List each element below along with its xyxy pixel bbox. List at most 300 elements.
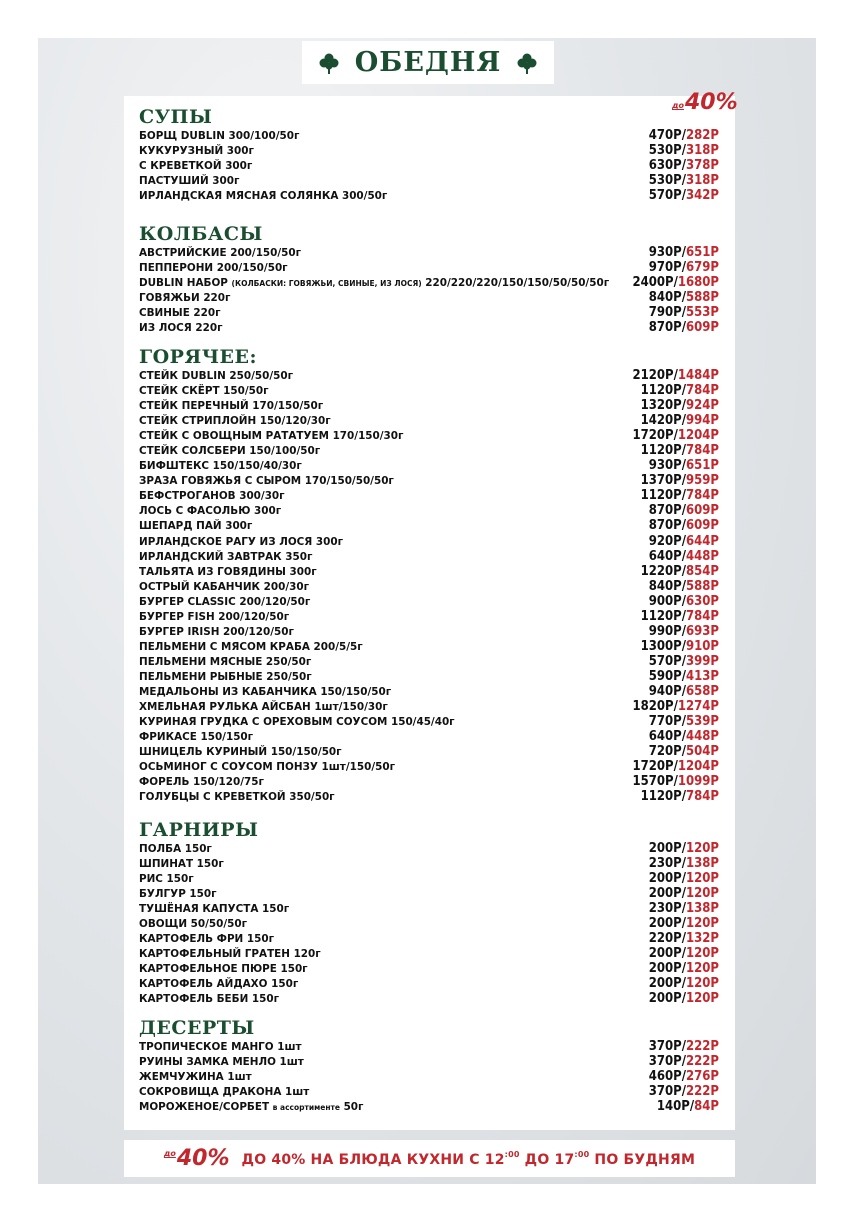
item-price xyxy=(641,413,719,428)
menu-section xyxy=(139,1018,719,1114)
menu-item xyxy=(139,654,719,669)
item-name: ГОЛУБЦЫ С КРЕВЕТКОЙ 350/50г xyxy=(139,791,335,804)
new-price: 413Р xyxy=(686,668,719,684)
menu-item xyxy=(139,428,719,443)
menu-item xyxy=(139,841,719,856)
item-name: ФРИКАСЕ 150/150г xyxy=(139,731,254,744)
item-name: БОРЩ DUBLIN 300/100/50г xyxy=(139,130,300,142)
item-price xyxy=(649,143,719,158)
new-price: 378Р xyxy=(686,158,719,174)
new-price: 784Р xyxy=(686,488,719,504)
item-price xyxy=(649,245,719,260)
old-price: 1300Р/ xyxy=(640,638,687,654)
new-price: 959Р xyxy=(686,473,719,489)
item-price xyxy=(649,458,719,473)
new-price: 342Р xyxy=(686,188,719,204)
old-price: 930Р/ xyxy=(648,458,687,474)
menu-section xyxy=(139,347,719,804)
item-price xyxy=(649,684,719,699)
old-price: 1820Р/ xyxy=(632,699,678,715)
item-price xyxy=(641,488,719,503)
item-name: КУКУРУЗНЫЙ 300г xyxy=(139,145,254,158)
old-price: 590Р/ xyxy=(648,668,687,684)
menu-item xyxy=(139,961,719,976)
new-price: 138Р xyxy=(686,856,719,872)
old-price: 840Р/ xyxy=(648,578,687,594)
section-title: ГАРНИРЫ xyxy=(139,819,259,841)
old-price: 370Р/ xyxy=(648,1054,687,1070)
item-weight: 220/220/220/150/150/50/50/50г xyxy=(425,277,610,290)
menu-section xyxy=(139,224,719,335)
footer-banner xyxy=(124,1140,735,1177)
item-price xyxy=(649,579,719,594)
new-price: 448Р xyxy=(686,548,719,564)
old-price: 870Р/ xyxy=(648,320,687,336)
item-price xyxy=(649,871,719,886)
old-price: 370Р/ xyxy=(648,1039,687,1054)
new-price: 120Р xyxy=(686,886,719,902)
item-price xyxy=(641,609,719,624)
item-name: КАРТОФЕЛЬНЫЙ ГРАТЕН 120г xyxy=(139,948,321,961)
menu-item xyxy=(139,488,719,503)
section-title: СУПЫ xyxy=(139,106,213,128)
old-price: 460Р/ xyxy=(648,1069,687,1085)
new-price: 651Р xyxy=(686,245,719,260)
old-price: 790Р/ xyxy=(648,305,687,321)
menu-item xyxy=(139,518,719,533)
menu-item xyxy=(139,1054,719,1069)
old-price: 2400Р/ xyxy=(632,275,678,291)
old-price: 140Р/ xyxy=(656,1099,695,1115)
item-price xyxy=(649,886,719,901)
item-price xyxy=(649,729,719,744)
item-name: СТЕЙК С ОВОЩНЫМ РАТАТУЕМ 170/150/30г xyxy=(139,430,404,443)
old-price: 200Р/ xyxy=(648,976,687,992)
old-price: 200Р/ xyxy=(648,961,687,977)
new-price: 553Р xyxy=(686,305,719,321)
item-name: КАРТОФЕЛЬ БЕБИ 150г xyxy=(139,993,280,1006)
new-price: 120Р xyxy=(686,841,719,856)
menu-item xyxy=(139,534,719,549)
new-price: 120Р xyxy=(686,991,719,1007)
old-price: 1370Р/ xyxy=(640,473,687,489)
item-name: БИФШТЕКС 150/150/40/30г xyxy=(139,460,302,473)
old-price: 530Р/ xyxy=(648,173,687,189)
new-price: 1204Р xyxy=(677,428,719,444)
item-name: БУРГЕР CLASSIC 200/120/50г xyxy=(139,595,311,608)
menu-item xyxy=(139,398,719,413)
new-price: 679Р xyxy=(686,260,719,276)
item-price xyxy=(649,128,719,143)
old-price: 570Р/ xyxy=(648,188,687,204)
item-price xyxy=(649,901,719,916)
old-price: 370Р/ xyxy=(648,1084,687,1100)
old-price: 1320Р/ xyxy=(640,398,687,414)
menu-item xyxy=(139,549,719,564)
old-price: 630Р/ xyxy=(648,158,687,174)
old-price: 990Р/ xyxy=(648,623,687,639)
old-price: 1120Р/ xyxy=(640,488,687,504)
item-name: РУИНЫ ЗАМКА МЕНЛО 1шт xyxy=(139,1056,304,1069)
item-price xyxy=(649,173,719,188)
item-price xyxy=(649,1039,719,1054)
item-price xyxy=(632,759,719,774)
new-price: 1484Р xyxy=(677,368,719,383)
new-price: 693Р xyxy=(686,623,719,639)
menu-item xyxy=(139,684,719,699)
new-price: 448Р xyxy=(686,729,719,745)
old-price: 840Р/ xyxy=(648,290,687,306)
menu-item xyxy=(139,871,719,886)
item-name: ЖЕМЧУЖИНА 1шт xyxy=(139,1071,252,1084)
new-price: 399Р xyxy=(686,653,719,669)
item-price xyxy=(649,669,719,684)
item-price xyxy=(649,931,719,946)
new-price: 282Р xyxy=(686,128,719,143)
new-price: 318Р xyxy=(686,173,719,189)
new-price: 138Р xyxy=(686,901,719,917)
item-name: БУЛГУР 150г xyxy=(139,888,217,901)
item-name: ТРОПИЧЕСКОЕ МАНГО 1шт xyxy=(139,1041,302,1053)
title-banner xyxy=(302,41,554,84)
item-note: (КОЛБАСКИ: ГОВЯЖЬИ, СВИНЫЕ, ИЗ ЛОСЯ) xyxy=(231,279,422,289)
item-price xyxy=(649,320,719,335)
new-price: 120Р xyxy=(686,946,719,962)
item-name: СТЕЙК СТРИПЛОЙН 150/120/30г xyxy=(139,415,331,428)
badge-prefix: до xyxy=(672,101,684,110)
menu-item xyxy=(139,729,719,744)
menu-item xyxy=(139,158,719,173)
item-name: СТЕЙК СОЛСБЕРИ 150/100/50г xyxy=(139,445,321,458)
menu-section xyxy=(139,107,719,203)
new-price: 276Р xyxy=(686,1069,719,1085)
item-price xyxy=(641,789,719,804)
new-price: 222Р xyxy=(686,1039,719,1054)
item-name: БУРГЕР IRISH 200/120/50г xyxy=(139,625,294,638)
menu-item xyxy=(139,443,719,458)
item-name: БЕФСТРОГАНОВ 300/30г xyxy=(139,490,285,503)
item-price xyxy=(649,856,719,871)
menu-item xyxy=(139,856,719,871)
menu-item xyxy=(139,901,719,916)
footer-text: ДО 40% НА БЛЮДА КУХНИ С $12^{:00}$ ДО $17^{:00}$ ПО БУДНЯМ xyxy=(241,1149,696,1168)
item-name: ШЕПАРД ПАЙ 300г xyxy=(139,520,253,533)
menu-item xyxy=(139,774,719,789)
item-name: ИЗ ЛОСЯ 220г xyxy=(139,322,223,335)
item-price xyxy=(649,503,719,518)
item-price xyxy=(649,260,719,275)
item-price xyxy=(649,188,719,203)
old-price: 200Р/ xyxy=(648,916,687,932)
menu-item xyxy=(139,188,719,203)
item-name: ФОРЕЛЬ 150/120/75г xyxy=(139,776,264,789)
item-name: ЗРАЗА ГОВЯЖЬЯ С СЫРОМ 170/150/50/50г xyxy=(139,475,394,488)
new-price: 910Р xyxy=(686,638,719,654)
item-name: МОРОЖЕНОЕ/СОРБЕТ в ассортименте 50г xyxy=(139,1101,364,1114)
menu-item xyxy=(139,714,719,729)
section-title: КОЛБАСЫ xyxy=(139,223,263,245)
menu-item xyxy=(139,305,719,320)
item-price xyxy=(649,549,719,564)
old-price: 970Р/ xyxy=(648,260,687,276)
old-price: 940Р/ xyxy=(648,683,687,699)
menu-item xyxy=(139,976,719,991)
new-price: 84Р xyxy=(694,1099,719,1115)
item-name: ПАСТУШИЙ 300г xyxy=(139,175,240,188)
item-price xyxy=(632,275,719,290)
item-name: ХМЕЛЬНАЯ РУЛЬКА АЙСБАН 1шт/150/30г xyxy=(139,701,388,714)
old-price: 640Р/ xyxy=(648,729,687,745)
menu-item xyxy=(139,669,719,684)
menu-item xyxy=(139,1084,719,1099)
new-price: 609Р xyxy=(686,320,719,336)
item-price xyxy=(632,428,719,443)
new-price: 924Р xyxy=(686,398,719,414)
old-price: 200Р/ xyxy=(648,991,687,1007)
item-price xyxy=(649,714,719,729)
clover-left-icon xyxy=(317,51,341,75)
new-price: 120Р xyxy=(686,916,719,932)
item-price xyxy=(649,841,719,856)
menu-item xyxy=(139,413,719,428)
item-name: БУРГЕР FISH 200/120/50г xyxy=(139,610,290,623)
menu-section xyxy=(139,820,719,1007)
item-name: СТЕЙК СКЁРТ 150/50г xyxy=(139,385,269,398)
footer-badge-prefix: до xyxy=(163,1149,176,1158)
old-price: 200Р/ xyxy=(648,886,687,902)
old-price: 1120Р/ xyxy=(640,443,687,459)
menu-item xyxy=(139,564,719,579)
item-name: ПЕЛЬМЕНИ С МЯСОМ КРАБА 200/5/5г xyxy=(139,640,363,653)
new-price: 222Р xyxy=(686,1054,719,1070)
item-name: ИРЛАНДСКИЙ ЗАВТРАК 350г xyxy=(139,550,313,563)
menu-item xyxy=(139,1039,719,1054)
item-price xyxy=(649,1054,719,1069)
old-price: 2120Р/ xyxy=(632,368,678,383)
old-price: 1120Р/ xyxy=(640,608,687,624)
old-price: 200Р/ xyxy=(648,946,687,962)
old-price: 570Р/ xyxy=(648,653,687,669)
old-price: 770Р/ xyxy=(648,714,687,730)
old-price: 230Р/ xyxy=(648,901,687,917)
new-price: 588Р xyxy=(686,290,719,306)
item-name: РИС 150г xyxy=(139,873,194,886)
item-name: АВСТРИЙСКИЕ 200/150/50г xyxy=(139,247,302,259)
item-name: ИРЛАНДСКОЕ РАГУ ИЗ ЛОСЯ 300г xyxy=(139,535,344,548)
new-price: 609Р xyxy=(686,518,719,534)
new-price: 120Р xyxy=(686,961,719,977)
item-name: ПЕЛЬМЕНИ РЫБНЫЕ 250/50г xyxy=(139,670,312,683)
old-price: 220Р/ xyxy=(648,931,687,947)
item-price xyxy=(632,699,719,714)
menu-item xyxy=(139,383,719,398)
item-price xyxy=(649,976,719,991)
new-price: 784Р xyxy=(686,608,719,624)
menu-item xyxy=(139,946,719,961)
new-price: 651Р xyxy=(686,458,719,474)
item-price xyxy=(641,639,719,654)
item-name: ОСТРЫЙ КАБАНЧИК 200/30г xyxy=(139,580,310,593)
item-name: DUBLIN НАБОР (КОЛБАСКИ: ГОВЯЖЬИ, СВИНЫЕ, ИЗ ЛОСЯ) 220/220/220/150/150/50/50/50г xyxy=(139,277,610,290)
menu-item xyxy=(139,579,719,594)
menu-item xyxy=(139,789,719,804)
item-name: КАРТОФЕЛЬ АЙДАХО 150г xyxy=(139,978,299,991)
new-price: 784Р xyxy=(686,789,719,805)
item-note: в ассортименте xyxy=(272,1103,340,1113)
menu-item xyxy=(139,624,719,639)
new-price: 994Р xyxy=(686,413,719,429)
item-price xyxy=(649,916,719,931)
menu-item xyxy=(139,368,719,383)
menu-item xyxy=(139,594,719,609)
item-name: КАРТОФЕЛЬ ФРИ 150г xyxy=(139,933,274,946)
item-name: КУРИНАЯ ГРУДКА С ОРЕХОВЫМ СОУСОМ 150/45/40г xyxy=(139,716,455,729)
menu-item xyxy=(139,473,719,488)
item-name: С КРЕВЕТКОЙ 300г xyxy=(139,160,253,173)
old-price: 930Р/ xyxy=(648,245,687,260)
menu-item xyxy=(139,744,719,759)
item-price xyxy=(649,991,719,1006)
item-name: СОКРОВИЩА ДРАКОНА 1шт xyxy=(139,1086,310,1099)
item-price xyxy=(632,368,719,383)
menu-item xyxy=(139,173,719,188)
page-title: ОБЕДНЯ xyxy=(354,47,502,78)
menu-item xyxy=(139,245,719,260)
item-name: ПЕППЕРОНИ 200/150/50г xyxy=(139,262,288,275)
menu-item xyxy=(139,275,719,290)
menu-item xyxy=(139,128,719,143)
menu-item xyxy=(139,503,719,518)
new-price: 1274Р xyxy=(677,699,719,715)
item-name: ШНИЦЕЛЬ КУРИНЫЙ 150/150/50г xyxy=(139,746,342,759)
old-price: 900Р/ xyxy=(648,593,687,609)
new-price: 1204Р xyxy=(677,759,719,775)
menu-item xyxy=(139,931,719,946)
menu-item xyxy=(139,290,719,305)
item-name: СТЕЙК DUBLIN 250/50/50г xyxy=(139,370,294,382)
old-price: 1420Р/ xyxy=(640,413,687,429)
item-name: ГОВЯЖЬИ 220г xyxy=(139,292,231,305)
old-price: 1720Р/ xyxy=(632,759,678,775)
menu-item xyxy=(139,699,719,714)
badge-value: 40% xyxy=(684,90,738,115)
section-title: ДЕСЕРТЫ xyxy=(139,1017,255,1039)
old-price: 230Р/ xyxy=(648,856,687,872)
item-price xyxy=(649,654,719,669)
item-price xyxy=(649,1069,719,1084)
old-price: 1570Р/ xyxy=(632,774,678,790)
section-title: ГОРЯЧЕЕ: xyxy=(139,346,258,368)
old-price: 870Р/ xyxy=(648,503,687,519)
item-price xyxy=(649,744,719,759)
item-price xyxy=(649,1084,719,1099)
new-price: 1099Р xyxy=(677,774,719,790)
old-price: 1120Р/ xyxy=(640,383,687,399)
item-name: СТЕЙК ПЕРЕЧНЫЙ 170/150/50г xyxy=(139,400,324,413)
item-price xyxy=(649,305,719,320)
new-price: 854Р xyxy=(686,563,719,579)
item-price xyxy=(649,290,719,305)
old-price: 870Р/ xyxy=(648,518,687,534)
item-name: ПОЛБА 150г xyxy=(139,843,212,855)
item-price xyxy=(641,564,719,579)
item-price xyxy=(641,398,719,413)
menu-item xyxy=(139,916,719,931)
old-price: 1220Р/ xyxy=(640,563,687,579)
old-price: 920Р/ xyxy=(648,533,687,549)
new-price: 120Р xyxy=(686,976,719,992)
new-price: 504Р xyxy=(686,744,719,760)
item-price xyxy=(649,518,719,533)
new-price: 539Р xyxy=(686,714,719,730)
item-price xyxy=(632,774,719,789)
menu-item xyxy=(139,320,719,335)
old-price: 1720Р/ xyxy=(632,428,678,444)
item-price xyxy=(641,473,719,488)
item-weight: 50г xyxy=(343,1101,364,1114)
item-price xyxy=(649,624,719,639)
old-price: 720Р/ xyxy=(648,744,687,760)
menu-item xyxy=(139,991,719,1006)
item-name: ШПИНАТ 150г xyxy=(139,858,224,871)
menu-item xyxy=(139,1069,719,1084)
item-price xyxy=(649,158,719,173)
menu-item xyxy=(139,143,719,158)
item-name: КАРТОФЕЛЬНОЕ ПЮРЕ 150г xyxy=(139,963,308,976)
menu-item xyxy=(139,759,719,774)
menu-item xyxy=(139,639,719,654)
new-price: 784Р xyxy=(686,443,719,459)
new-price: 784Р xyxy=(686,383,719,399)
item-price xyxy=(649,534,719,549)
item-name: СВИНЫЕ 220г xyxy=(139,307,221,320)
old-price: 470Р/ xyxy=(648,128,687,143)
old-price: 640Р/ xyxy=(648,548,687,564)
item-name: ОВОЩИ 50/50/50г xyxy=(139,918,248,931)
new-price: 222Р xyxy=(686,1084,719,1100)
item-name: ТУШЁНАЯ КАПУСТА 150г xyxy=(139,903,290,916)
new-price: 1680Р xyxy=(677,275,719,291)
item-price xyxy=(641,383,719,398)
new-price: 609Р xyxy=(686,503,719,519)
menu-item xyxy=(139,260,719,275)
old-price: 530Р/ xyxy=(648,143,687,159)
footer-badge-value: 40% xyxy=(176,1146,230,1171)
item-name: ЛОСЬ С ФАСОЛЬЮ 300г xyxy=(139,505,282,518)
menu-item xyxy=(139,1099,719,1114)
menu-item xyxy=(139,609,719,624)
clover-right-icon xyxy=(515,51,539,75)
new-price: 658Р xyxy=(686,683,719,699)
item-name: ИРЛАНДСКАЯ МЯСНАЯ СОЛЯНКА 300/50г xyxy=(139,190,388,203)
item-name: ПЕЛЬМЕНИ МЯСНЫЕ 250/50г xyxy=(139,655,312,668)
item-price xyxy=(649,946,719,961)
item-price xyxy=(649,594,719,609)
new-price: 630Р xyxy=(686,593,719,609)
new-price: 644Р xyxy=(686,533,719,549)
new-price: 132Р xyxy=(686,931,719,947)
menu-item xyxy=(139,886,719,901)
item-name: МЕДАЛЬОНЫ ИЗ КАБАНЧИКА 150/150/50г xyxy=(139,685,392,698)
old-price: 200Р/ xyxy=(648,871,687,887)
item-name: ОСЬМИНОГ С СОУСОМ ПОНЗУ 1шт/150/50г xyxy=(139,761,396,774)
new-price: 588Р xyxy=(686,578,719,594)
old-price: 1120Р/ xyxy=(640,789,687,805)
item-price xyxy=(649,961,719,976)
item-name: ТАЛЬЯТА ИЗ ГОВЯДИНЫ 300г xyxy=(139,565,317,578)
old-price: 200Р/ xyxy=(648,841,687,856)
new-price: 120Р xyxy=(686,871,719,887)
